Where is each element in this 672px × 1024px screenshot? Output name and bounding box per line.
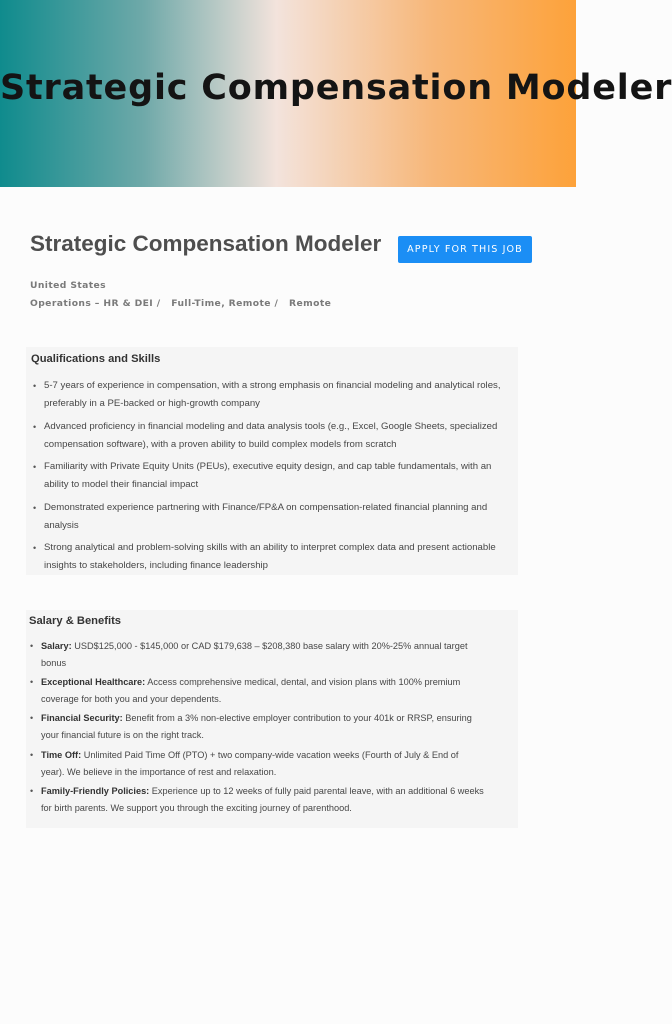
bullet-icon: • (30, 713, 34, 724)
list-item (29, 674, 484, 708)
banner-title: Strategic Compensation Modeler (0, 68, 672, 108)
salary-benefits-section (26, 610, 518, 828)
page-title: Strategic Compensation Modeler (30, 231, 382, 256)
bullet-icon: • (33, 462, 37, 472)
qualifications-section (26, 347, 518, 575)
list-item (32, 539, 502, 575)
bullet-icon: • (33, 543, 37, 553)
list-item-text: 5-7 years of experience in compensation, with a strong emphasis on financial modeling and analytical roles, preferably in a PE-backed or high-growth company (44, 380, 501, 409)
list-item (29, 747, 484, 781)
benefit-text: Experience up to 12 weeks of fully paid parental leave, with an additional 6 weeks for birth parents. We support you through the exciting journey of parenthood. (41, 785, 484, 813)
benefit-text: USD$125,000 - $145,000 or CAD $179,638 – $208,380 base salary with 20%-25% annual target bonus (41, 641, 468, 668)
job-location: United States (30, 280, 107, 291)
job-posting (0, 187, 576, 1024)
benefit-label: Financial Security: (41, 713, 123, 724)
bullet-icon: • (30, 641, 34, 651)
benefit-label: Exceptional Healthcare: (41, 677, 146, 688)
list-item (29, 710, 484, 744)
job-commitment: Full-Time, Remote / (171, 298, 279, 309)
bullet-icon: • (30, 785, 34, 796)
benefit-label: Salary: (41, 641, 72, 651)
list-item (32, 377, 502, 413)
list-item (29, 638, 484, 672)
section-title: Salary & Benefits (29, 615, 122, 627)
list-item-text: Strong analytical and problem-solving skills with an ability to interpret complex data and present actionable insights to stakeholders, including finance leadership (44, 542, 496, 571)
list-item (32, 499, 502, 535)
bullet-icon: • (33, 502, 37, 513)
hero-banner (0, 0, 672, 187)
bullet-icon: • (30, 749, 34, 760)
bullet-icon: • (30, 677, 34, 688)
benefits-list (29, 638, 484, 819)
list-item (32, 458, 502, 494)
list-item (32, 418, 502, 454)
benefit-text: Benefit from a 3% non-elective employer contribution to your 401k or RRSP, ensuring your financial future is on the right track. (41, 713, 472, 741)
job-workplace: Remote (289, 298, 332, 309)
apply-button[interactable]: APPLY FOR THIS JOB (398, 236, 532, 263)
benefit-label: Time Off: (41, 749, 82, 760)
job-department: Operations – HR & DEI / (30, 298, 161, 309)
qualifications-list (32, 377, 502, 580)
bullet-icon: • (33, 381, 37, 391)
benefit-label: Family-Friendly Policies: (41, 785, 150, 796)
benefit-text: Access comprehensive medical, dental, and vision plans with 100% premium coverage for both you and your dependents. (41, 677, 461, 705)
bullet-icon: • (33, 421, 37, 432)
list-item-text: Familiarity with Private Equity Units (PEUs), executive equity design, and cap table fundamentals, with an ability to model their financial impact (44, 461, 492, 490)
list-item (29, 783, 484, 817)
job-meta (30, 298, 331, 309)
benefit-text: Unlimited Paid Time Off (PTO) + two company-wide vacation weeks (Fourth of July & End of year). We believe in the importance of rest and relaxation. (41, 749, 459, 777)
list-item-text: Demonstrated experience partnering with Finance/FP&A on compensation-related financial planning and analysis (44, 501, 488, 531)
section-title: Qualifications and Skills (31, 353, 161, 365)
list-item-text: Advanced proficiency in financial modeling and data analysis tools (e.g., Excel, Google Sheets, specialized compensation software), with a proven ability to build complex models from scratch (44, 420, 498, 450)
